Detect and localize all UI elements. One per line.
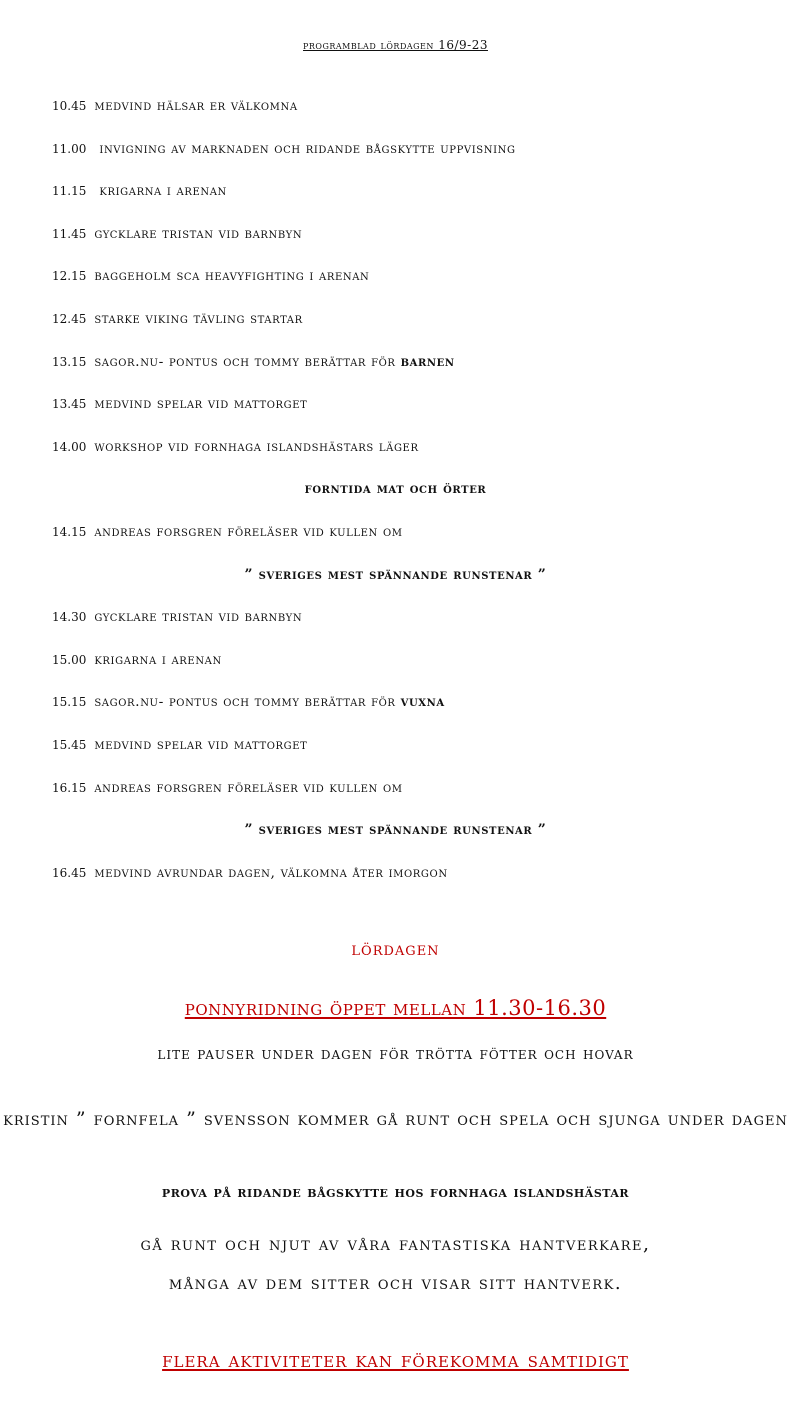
schedule-time: 14.15 bbox=[52, 524, 87, 539]
footer-warning: flera aktiviteter kan förekomma samtidigt bbox=[162, 1348, 629, 1373]
schedule-item bbox=[52, 352, 752, 395]
prova-note: prova på ridande bågskytte hos fornhaga islandshästar bbox=[161, 1182, 630, 1201]
schedule-item bbox=[52, 692, 752, 735]
schedule-time: 15.00 bbox=[52, 652, 87, 667]
schedule-time: 13.45 bbox=[52, 397, 87, 412]
craft-line-2: många av dem sitter och visar sitt hantverk. bbox=[168, 1273, 623, 1294]
schedule-text: krigarna i arenan bbox=[94, 651, 222, 668]
schedule-time: 14.00 bbox=[52, 439, 87, 454]
schedule-item bbox=[52, 394, 752, 437]
schedule-text: andreas forsgren föreläser vid kullen om bbox=[94, 523, 403, 540]
schedule-time: 14.30 bbox=[52, 610, 87, 625]
schedule-text: sagor.nu- pontus och tommy berättar för bbox=[94, 694, 401, 711]
schedule-text: invigning av marknaden och ridande bågskytte uppvisning bbox=[94, 140, 516, 157]
schedule-text: baggeholm sca heavyfighting i arenan bbox=[94, 268, 370, 285]
saturday-heading: lördagen bbox=[351, 938, 440, 960]
schedule-item bbox=[52, 778, 752, 821]
schedule-item bbox=[52, 650, 752, 693]
schedule-time: 16.15 bbox=[52, 780, 87, 795]
schedule-time: 15.15 bbox=[52, 695, 87, 710]
schedule-item bbox=[52, 181, 752, 224]
page-title: programblad lördagen 16/9-23 bbox=[303, 38, 488, 52]
kristin-note: kristin ” fornfela ” svensson kommer gå runt och spela och sjunga under dagen bbox=[3, 1108, 788, 1130]
schedule-subtitle: ” sveriges mest spännande runstenar ” bbox=[244, 566, 547, 583]
schedule-time: 10.45 bbox=[52, 99, 87, 113]
schedule-item bbox=[52, 224, 752, 267]
schedule-item bbox=[52, 522, 752, 565]
schedule-item bbox=[52, 735, 752, 778]
schedule-item bbox=[52, 139, 752, 182]
schedule-text: andreas forsgren föreläser vid kullen om bbox=[94, 779, 403, 796]
schedule-text: krigarna i arenan bbox=[94, 183, 227, 200]
schedule-item bbox=[52, 437, 752, 480]
schedule-item bbox=[52, 96, 752, 139]
schedule-time: 12.45 bbox=[52, 311, 87, 326]
schedule-time: 13.15 bbox=[52, 354, 87, 369]
schedule-time: 11.45 bbox=[52, 226, 87, 241]
schedule-text: gycklare tristan vid barnbyn bbox=[94, 225, 303, 242]
schedule-subtitle: forntida mat och örter bbox=[304, 481, 487, 498]
schedule-item bbox=[52, 863, 752, 906]
craft-line-1: gå runt och njut av våra fantastiska hantverkare, bbox=[140, 1233, 651, 1255]
schedule-item bbox=[52, 266, 752, 309]
schedule-item bbox=[52, 309, 752, 352]
schedule-time: 11.00 bbox=[52, 141, 87, 156]
schedule-item bbox=[52, 607, 752, 650]
pauses-note: lite pauser under dagen för trötta fötter och hovar bbox=[157, 1044, 634, 1064]
schedule-audience: barnen bbox=[400, 353, 455, 370]
schedule-subtitle: ” sveriges mest spännande runstenar ” bbox=[244, 822, 547, 839]
schedule-text: starke viking tävling startar bbox=[94, 310, 303, 327]
schedule-list bbox=[52, 96, 752, 905]
pony-riding-notice: ponnyridning öppet mellan 11.30-16.30 bbox=[184, 996, 607, 1020]
schedule-text: medvind spelar vid mattorget bbox=[94, 736, 308, 753]
schedule-time: 15.45 bbox=[52, 737, 87, 752]
schedule-text: sagor.nu- pontus och tommy berättar för bbox=[94, 353, 401, 370]
schedule-audience: vuxna bbox=[400, 694, 445, 711]
schedule-text: medvind spelar vid mattorget bbox=[94, 396, 308, 413]
schedule-time: 11.15 bbox=[52, 184, 87, 199]
schedule-time: 12.15 bbox=[52, 269, 87, 284]
schedule-text: medvind hälsar er välkomna bbox=[94, 98, 298, 114]
schedule-text: gycklare tristan vid barnbyn bbox=[94, 609, 303, 626]
schedule-time: 16.45 bbox=[52, 865, 87, 880]
schedule-text: medvind avrundar dagen, välkomna åter imorgon bbox=[94, 864, 448, 881]
schedule-text: workshop vid fornhaga islandshästars läger bbox=[94, 438, 419, 455]
